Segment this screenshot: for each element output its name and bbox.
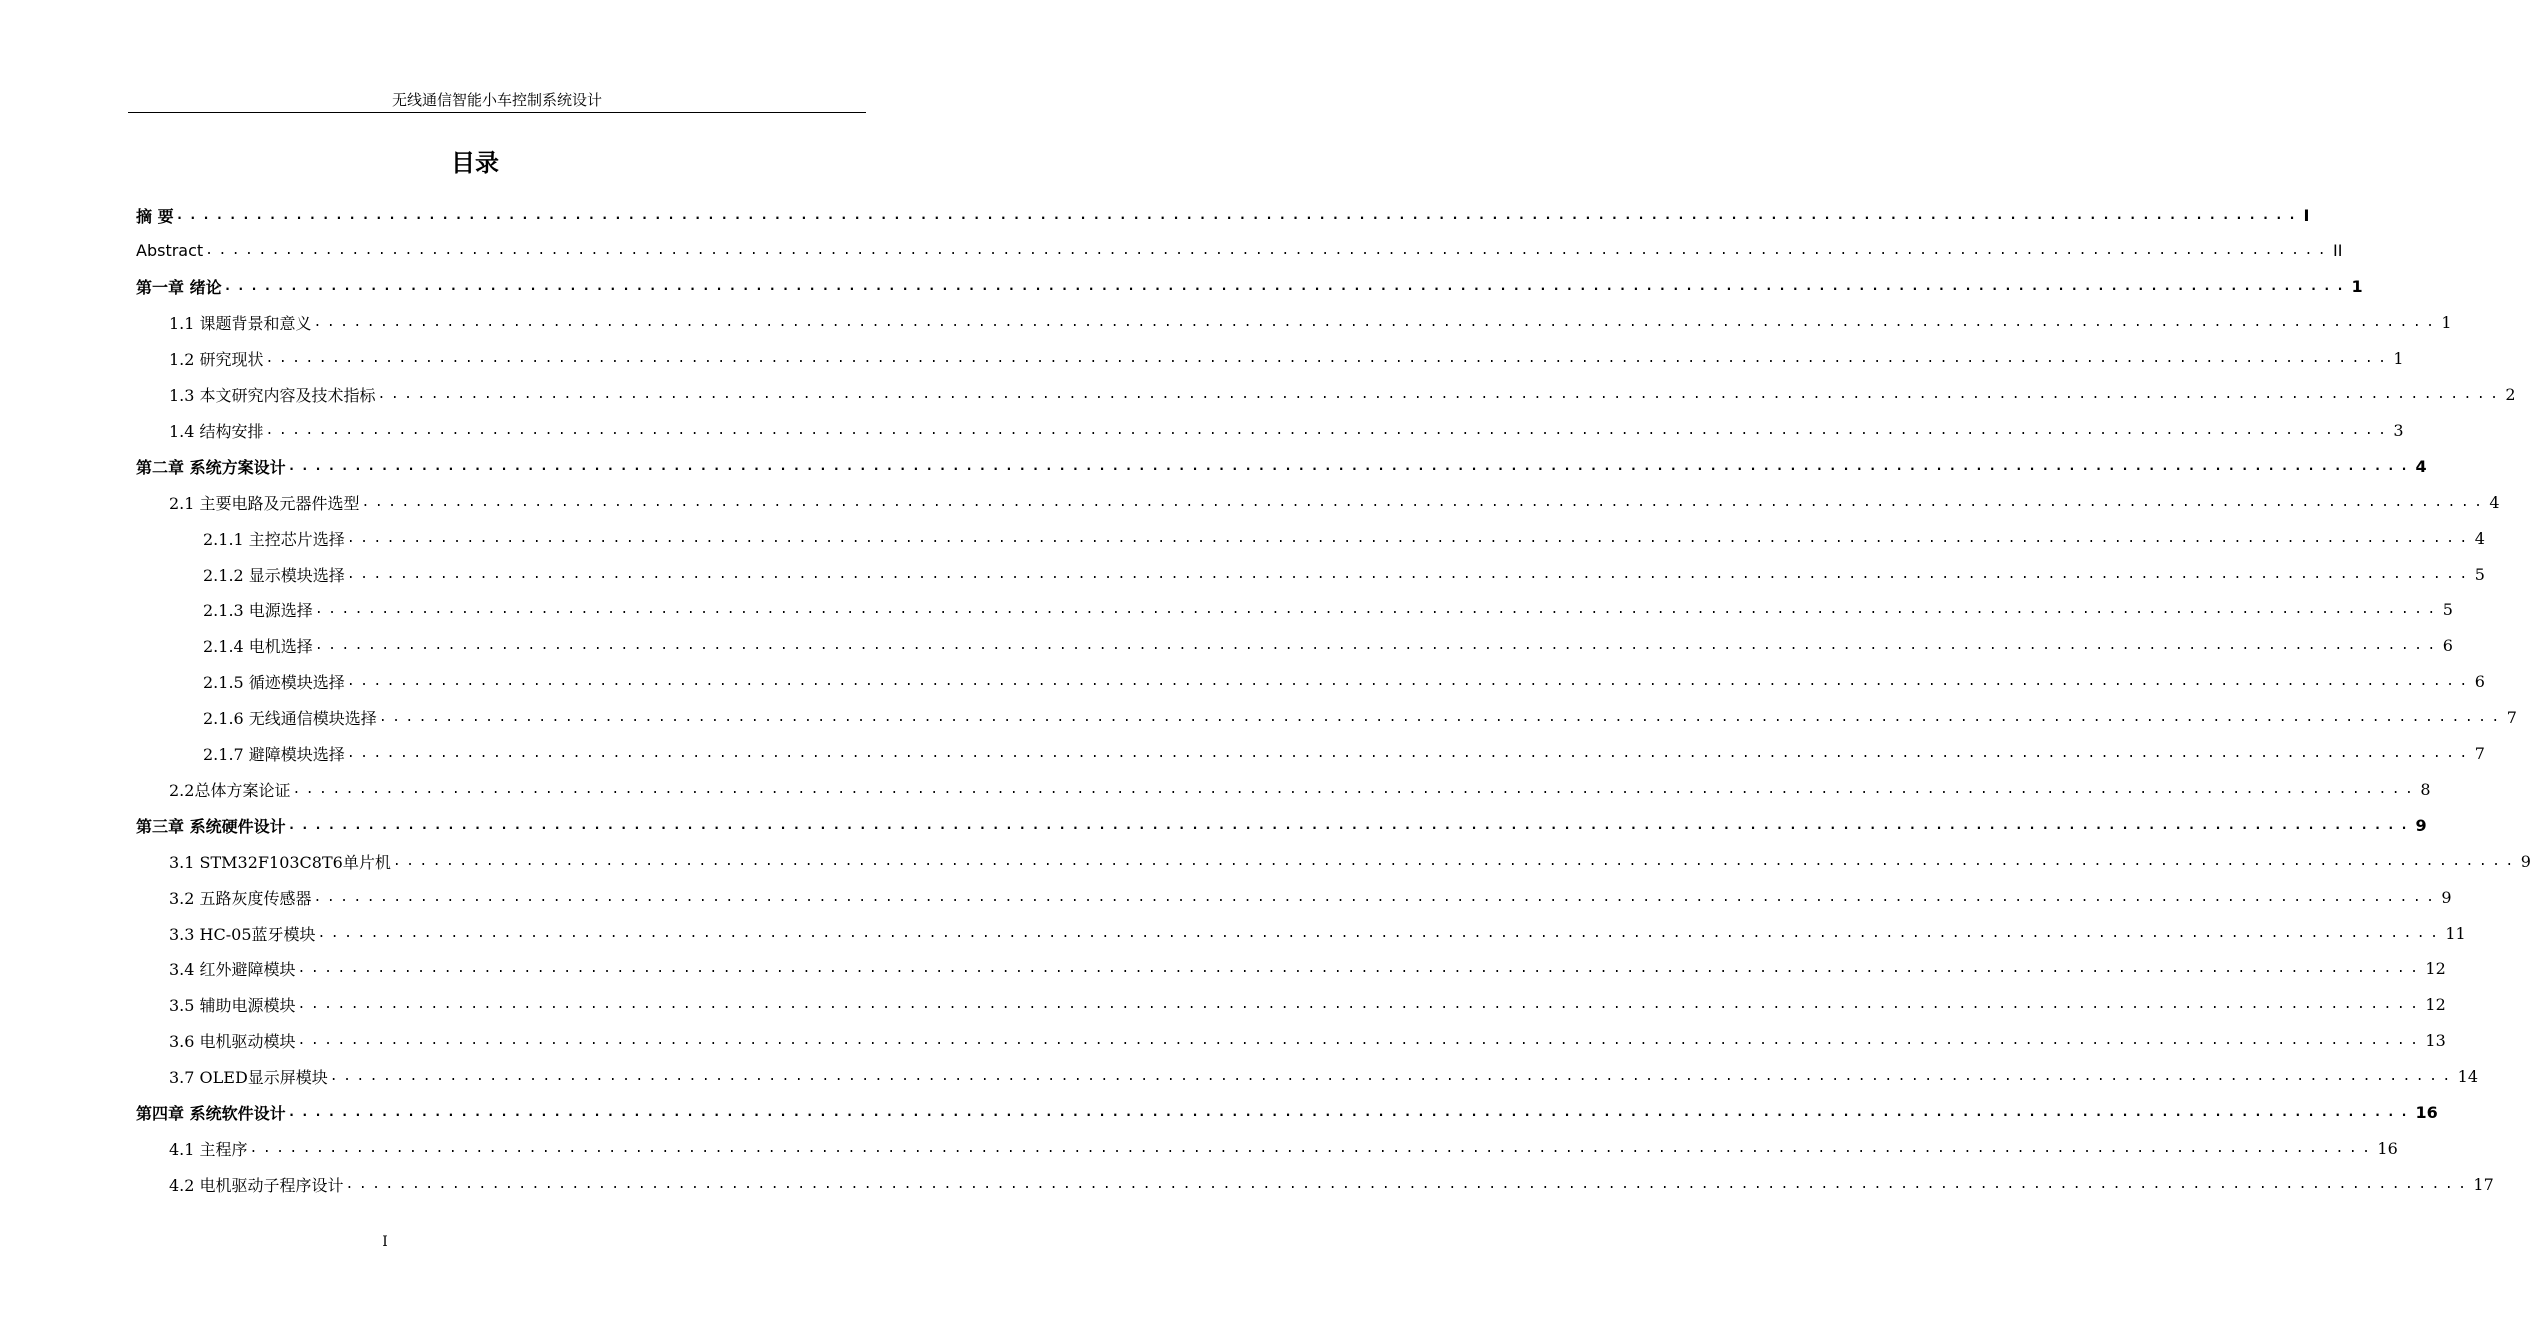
toc-entry-page: 12 xyxy=(2425,959,2446,979)
toc-entry[interactable] xyxy=(169,843,2531,879)
toc-leader-dots: ................................................................................................................................................................ xyxy=(314,602,2441,618)
toc-leader-dots: ................................................................................................................................................................ xyxy=(287,458,2414,474)
toc-entry-page: 12 xyxy=(2425,995,2446,1015)
toc-entry-label: 2.1.3 电源选择 xyxy=(203,601,313,621)
toc-entry-label: 第一章 绪论 xyxy=(136,278,222,298)
toc-entry-page: 9 xyxy=(2415,815,2427,835)
toc-entry[interactable] xyxy=(203,700,2517,736)
toc-entry[interactable] xyxy=(169,915,2466,951)
toc-entry-page: 16 xyxy=(2415,1103,2438,1122)
toc-entry[interactable] xyxy=(136,448,2427,484)
toc-entry[interactable] xyxy=(169,484,2500,520)
toc-entry[interactable] xyxy=(169,377,2516,413)
toc-entry[interactable] xyxy=(203,664,2485,700)
toc-entry-page: 1 xyxy=(2351,277,2363,297)
toc-entry-page: 16 xyxy=(2377,1138,2398,1158)
toc-leader-dots: ................................................................................................................................................................ xyxy=(392,853,2519,869)
toc-entry-label: 第四章 系统软件设计 xyxy=(136,1104,286,1123)
toc-leader-dots: ................................................................................................................................................................ xyxy=(317,925,2444,941)
toc-entry[interactable] xyxy=(169,879,2452,915)
toc-entry-page: 9 xyxy=(2441,887,2452,907)
toc-leader-dots: ................................................................................................................................................................ xyxy=(313,315,2440,331)
toc-entry-page: 13 xyxy=(2425,1031,2446,1051)
toc-entry-page: 1 xyxy=(2441,313,2452,333)
toc-entry-page: 2 xyxy=(2505,385,2516,404)
toc-leader-dots: ................................................................................................................................................................ xyxy=(346,674,2473,690)
toc-leader-dots: ................................................................................................................................................................ xyxy=(297,961,2424,977)
toc-entry[interactable] xyxy=(169,771,2431,807)
toc-entry-page: 6 xyxy=(2474,672,2485,692)
toc-entry-label: 3.6 电机驱动模块 xyxy=(169,1032,296,1052)
toc-entry-page: 17 xyxy=(2473,1174,2494,1194)
toc-entry-label: 2.1.7 避障模块选择 xyxy=(203,745,345,764)
toc-entry[interactable] xyxy=(169,305,2452,341)
toc-entry-label: 1.2 研究现状 xyxy=(169,350,264,370)
toc-entry[interactable] xyxy=(136,197,2310,233)
toc-leader-dots: ................................................................................................................................................................ xyxy=(223,279,2350,295)
toc-entry-label: 3.5 辅助电源模块 xyxy=(169,996,296,1016)
toc-entry-label: 3.2 五路灰度传感器 xyxy=(169,888,312,908)
toc-leader-dots: ................................................................................................................................................................ xyxy=(249,1140,2376,1156)
toc-entry-label: 3.7 OLED显示屏模块 xyxy=(169,1068,328,1088)
footer-page-number: I xyxy=(382,1234,388,1250)
toc-leader-dots: ................................................................................................................................................................ xyxy=(345,1176,2472,1192)
toc-entry-label: 3.3 HC-05蓝牙模块 xyxy=(169,924,316,944)
toc-leader-dots: ................................................................................................................................................................ xyxy=(287,817,2414,833)
toc-entry[interactable] xyxy=(169,1023,2446,1059)
toc-entry[interactable] xyxy=(203,556,2485,592)
toc-entry-label: 2.1.2 显示模块选择 xyxy=(203,565,345,585)
toc-entry-page: 1 xyxy=(2393,349,2404,369)
toc-entry-label: 第三章 系统硬件设计 xyxy=(136,816,286,836)
toc-entry[interactable] xyxy=(203,592,2453,628)
toc-leader-dots: ................................................................................................................................................................ xyxy=(377,387,2504,402)
toc-entry[interactable] xyxy=(169,1130,2398,1166)
toc-entry-page: 7 xyxy=(2506,708,2517,728)
toc-entry-label: 4.1 主程序 xyxy=(169,1139,248,1159)
toc-entry-label: 摘 要 xyxy=(136,206,174,226)
toc-leader-dots: ................................................................................................................................................................ xyxy=(175,207,2302,223)
toc-leader-dots: ................................................................................................................................................................ xyxy=(205,243,2332,259)
toc-entry-label: 2.1.1 主控芯片选择 xyxy=(203,529,345,549)
toc-entry-page: II xyxy=(2333,241,2343,261)
toc-entry[interactable] xyxy=(169,1166,2494,1202)
toc-leader-dots: ................................................................................................................................................................ xyxy=(297,1033,2424,1049)
toc-entry-label: 2.1.5 循迹模块选择 xyxy=(203,673,345,693)
toc-entry-page: 5 xyxy=(2474,564,2485,584)
toc-entry-label: 4.2 电机驱动子程序设计 xyxy=(169,1175,344,1195)
toc-leader-dots: ................................................................................................................................................................ xyxy=(346,530,2473,546)
toc-entry-label: 2.2总体方案论证 xyxy=(169,780,291,800)
toc-leader-dots: ................................................................................................................................................................ xyxy=(287,1105,2414,1120)
toc-entry-page: 9 xyxy=(2520,851,2531,871)
toc-entry-page: 4 xyxy=(2474,528,2485,548)
toc-entry[interactable] xyxy=(203,628,2453,664)
toc-entry-page: 14 xyxy=(2457,1067,2479,1087)
toc-entry-page: 4 xyxy=(2415,456,2427,476)
toc-entry-page: I xyxy=(2303,205,2310,225)
toc-leader-dots: ................................................................................................................................................................ xyxy=(265,422,2392,438)
toc-entry-label: 2.1.4 电机选择 xyxy=(203,637,313,657)
toc-leader-dots: ................................................................................................................................................................ xyxy=(346,566,2473,582)
toc-entry[interactable] xyxy=(136,233,2343,269)
toc-entry-label: 1.3 本文研究内容及技术指标 xyxy=(169,386,376,405)
toc-title: 目录 xyxy=(451,149,499,177)
toc-entry[interactable] xyxy=(203,736,2485,772)
toc-entry-label: 3.4 红外避障模块 xyxy=(169,960,296,980)
toc-entry-label: 2.1 主要电路及元器件选型 xyxy=(169,493,360,513)
toc-leader-dots: ................................................................................................................................................................ xyxy=(297,997,2424,1013)
toc-leader-dots: ................................................................................................................................................................ xyxy=(346,746,2473,761)
toc-leader-dots: ................................................................................................................................................................ xyxy=(361,494,2488,510)
toc-entry-page: 7 xyxy=(2474,744,2485,763)
toc-entry[interactable] xyxy=(136,269,2363,305)
toc-leader-dots: ................................................................................................................................................................ xyxy=(329,1069,2456,1085)
toc-entry-label: 3.1 STM32F103C8T6单片机 xyxy=(169,852,391,872)
toc-entry[interactable] xyxy=(169,341,2404,377)
toc-entry-page: 4 xyxy=(2489,492,2500,512)
toc-leader-dots: ................................................................................................................................................................ xyxy=(265,351,2392,367)
toc-entry-page: 6 xyxy=(2442,636,2453,656)
toc-entry[interactable] xyxy=(169,1059,2479,1095)
toc-entry-label: 1.1 课题背景和意义 xyxy=(169,314,312,334)
toc-entry-page: 3 xyxy=(2393,420,2404,440)
toc-entry[interactable] xyxy=(136,1095,2438,1131)
toc-entry-page: 11 xyxy=(2445,923,2466,943)
toc-entry[interactable] xyxy=(203,520,2485,556)
header-rule xyxy=(128,112,866,113)
toc-entry-page: 5 xyxy=(2442,600,2453,620)
toc-entry-label: 1.4 结构安排 xyxy=(169,421,264,441)
toc-entry-label: 第二章 系统方案设计 xyxy=(136,457,286,477)
page-header-title: 无线通信智能小车控制系统设计 xyxy=(391,91,602,109)
toc-leader-dots: ................................................................................................................................................................ xyxy=(378,710,2505,726)
toc-entry[interactable] xyxy=(169,987,2446,1023)
toc-leader-dots: ................................................................................................................................................................ xyxy=(314,638,2441,654)
toc-entry[interactable] xyxy=(169,951,2446,987)
toc-entry[interactable] xyxy=(136,807,2427,843)
toc-entry-label: Abstract xyxy=(136,241,204,261)
toc-leader-dots: ................................................................................................................................................................ xyxy=(313,889,2440,905)
toc-entry-label: 2.1.6 无线通信模块选择 xyxy=(203,709,377,729)
toc-entry[interactable] xyxy=(169,412,2404,448)
toc-leader-dots: ................................................................................................................................................................ xyxy=(292,781,2419,797)
toc-entry-page: 8 xyxy=(2420,779,2431,799)
